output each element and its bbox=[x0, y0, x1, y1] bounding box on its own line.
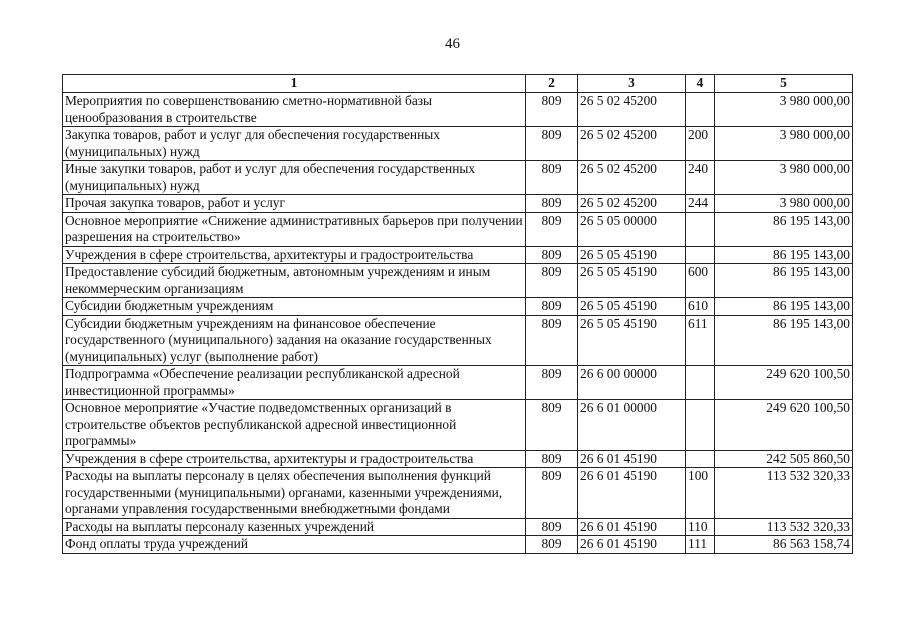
expense-type-cell: 244 bbox=[686, 195, 715, 213]
expense-type-cell: 111 bbox=[686, 536, 715, 554]
column-header-type: 4 bbox=[686, 75, 715, 93]
code-cell: 809 bbox=[526, 518, 578, 536]
target-article-cell: 26 5 05 45190 bbox=[578, 264, 686, 298]
code-cell: 809 bbox=[526, 93, 578, 127]
column-header-code: 2 bbox=[526, 75, 578, 93]
name-cell: Расходы на выплаты персоналу казенных учреждений bbox=[63, 518, 526, 536]
code-cell: 809 bbox=[526, 536, 578, 554]
expense-type-cell: 100 bbox=[686, 468, 715, 519]
code-cell: 809 bbox=[526, 195, 578, 213]
target-article-cell: 26 6 01 45190 bbox=[578, 468, 686, 519]
expense-type-cell: 610 bbox=[686, 298, 715, 316]
target-article-cell: 26 5 02 45200 bbox=[578, 93, 686, 127]
target-article-cell: 26 5 05 45190 bbox=[578, 246, 686, 264]
expense-type-cell: 611 bbox=[686, 315, 715, 366]
table-row bbox=[63, 212, 853, 246]
amount-cell: 249 620 100,50 bbox=[715, 400, 853, 451]
expense-type-cell bbox=[686, 450, 715, 468]
table-row bbox=[63, 195, 853, 213]
code-cell: 809 bbox=[526, 161, 578, 195]
target-article-cell: 26 5 02 45200 bbox=[578, 161, 686, 195]
budget-table bbox=[62, 74, 853, 554]
table-row bbox=[63, 518, 853, 536]
column-header-name: 1 bbox=[63, 75, 526, 93]
amount-cell: 86 563 158,74 bbox=[715, 536, 853, 554]
target-article-cell: 26 5 05 45190 bbox=[578, 315, 686, 366]
expense-type-cell: 240 bbox=[686, 161, 715, 195]
name-cell: Подпрограмма «Обеспечение реализации республиканской адресной инвестиционной программы» bbox=[63, 366, 526, 400]
header-row bbox=[63, 75, 853, 93]
table-row bbox=[63, 264, 853, 298]
name-cell: Учреждения в сфере строительства, архитектуры и градостроительства bbox=[63, 450, 526, 468]
name-cell: Прочая закупка товаров, работ и услуг bbox=[63, 195, 526, 213]
table-row bbox=[63, 536, 853, 554]
target-article-cell: 26 5 05 45190 bbox=[578, 298, 686, 316]
target-article-cell: 26 5 02 45200 bbox=[578, 127, 686, 161]
name-cell: Мероприятия по совершенствованию сметно-нормативной базы ценообразования в строительстве bbox=[63, 93, 526, 127]
code-cell: 809 bbox=[526, 246, 578, 264]
column-header-target: 3 bbox=[578, 75, 686, 93]
table-row bbox=[63, 315, 853, 366]
name-cell: Закупка товаров, работ и услуг для обеспечения государственных (муниципальных) нужд bbox=[63, 127, 526, 161]
table-row bbox=[63, 298, 853, 316]
amount-cell: 3 980 000,00 bbox=[715, 127, 853, 161]
code-cell: 809 bbox=[526, 298, 578, 316]
name-cell: Субсидии бюджетным учреждениям bbox=[63, 298, 526, 316]
amount-cell: 86 195 143,00 bbox=[715, 298, 853, 316]
amount-cell: 86 195 143,00 bbox=[715, 315, 853, 366]
code-cell: 809 bbox=[526, 315, 578, 366]
code-cell: 809 bbox=[526, 212, 578, 246]
amount-cell: 113 532 320,33 bbox=[715, 518, 853, 536]
amount-cell: 3 980 000,00 bbox=[715, 93, 853, 127]
name-cell: Фонд оплаты труда учреждений bbox=[63, 536, 526, 554]
table-row bbox=[63, 450, 853, 468]
expense-type-cell: 110 bbox=[686, 518, 715, 536]
table-row bbox=[63, 93, 853, 127]
table-row bbox=[63, 468, 853, 519]
target-article-cell: 26 6 01 00000 bbox=[578, 400, 686, 451]
table-row bbox=[63, 366, 853, 400]
amount-cell: 3 980 000,00 bbox=[715, 161, 853, 195]
expense-type-cell bbox=[686, 212, 715, 246]
amount-cell: 242 505 860,50 bbox=[715, 450, 853, 468]
table-row bbox=[63, 127, 853, 161]
target-article-cell: 26 6 01 45190 bbox=[578, 518, 686, 536]
table-row bbox=[63, 400, 853, 451]
amount-cell: 3 980 000,00 bbox=[715, 195, 853, 213]
code-cell: 809 bbox=[526, 450, 578, 468]
name-cell: Иные закупки товаров, работ и услуг для обеспечения государственных (муниципальных) нужд bbox=[63, 161, 526, 195]
name-cell: Предоставление субсидий бюджетным, автономным учреждениям и иным некоммерческим организациям bbox=[63, 264, 526, 298]
code-cell: 809 bbox=[526, 400, 578, 451]
code-cell: 809 bbox=[526, 127, 578, 161]
target-article-cell: 26 5 02 45200 bbox=[578, 195, 686, 213]
column-header-amount: 5 bbox=[715, 75, 853, 93]
amount-cell: 249 620 100,50 bbox=[715, 366, 853, 400]
amount-cell: 86 195 143,00 bbox=[715, 246, 853, 264]
expense-type-cell bbox=[686, 366, 715, 400]
table-row bbox=[63, 161, 853, 195]
expense-type-cell: 600 bbox=[686, 264, 715, 298]
name-cell: Основное мероприятие «Снижение административных барьеров при получении разрешения на строительство» bbox=[63, 212, 526, 246]
expense-type-cell bbox=[686, 93, 715, 127]
amount-cell: 113 532 320,33 bbox=[715, 468, 853, 519]
target-article-cell: 26 6 01 45190 bbox=[578, 450, 686, 468]
name-cell: Расходы на выплаты персоналу в целях обеспечения выполнения функций государственными (муниципальными) органами, казенными учреждениями, органами управления государственными внебюджетными фондами bbox=[63, 468, 526, 519]
table-row bbox=[63, 246, 853, 264]
page-number: 46 bbox=[445, 36, 460, 52]
amount-cell: 86 195 143,00 bbox=[715, 212, 853, 246]
name-cell: Основное мероприятие «Участие подведомственных организаций в строительстве объектов республиканской адресной инвестиционной программы» bbox=[63, 400, 526, 451]
target-article-cell: 26 6 00 00000 bbox=[578, 366, 686, 400]
name-cell: Учреждения в сфере строительства, архитектуры и градостроительства bbox=[63, 246, 526, 264]
code-cell: 809 bbox=[526, 264, 578, 298]
expense-type-cell bbox=[686, 246, 715, 264]
code-cell: 809 bbox=[526, 468, 578, 519]
expense-type-cell: 200 bbox=[686, 127, 715, 161]
name-cell: Субсидии бюджетным учреждениям на финансовое обеспечение государственного (муниципального) задания на оказание государственных (муниципальных) услуг (выполнение работ) bbox=[63, 315, 526, 366]
target-article-cell: 26 5 05 00000 bbox=[578, 212, 686, 246]
code-cell: 809 bbox=[526, 366, 578, 400]
expense-type-cell bbox=[686, 400, 715, 451]
target-article-cell: 26 6 01 45190 bbox=[578, 536, 686, 554]
amount-cell: 86 195 143,00 bbox=[715, 264, 853, 298]
